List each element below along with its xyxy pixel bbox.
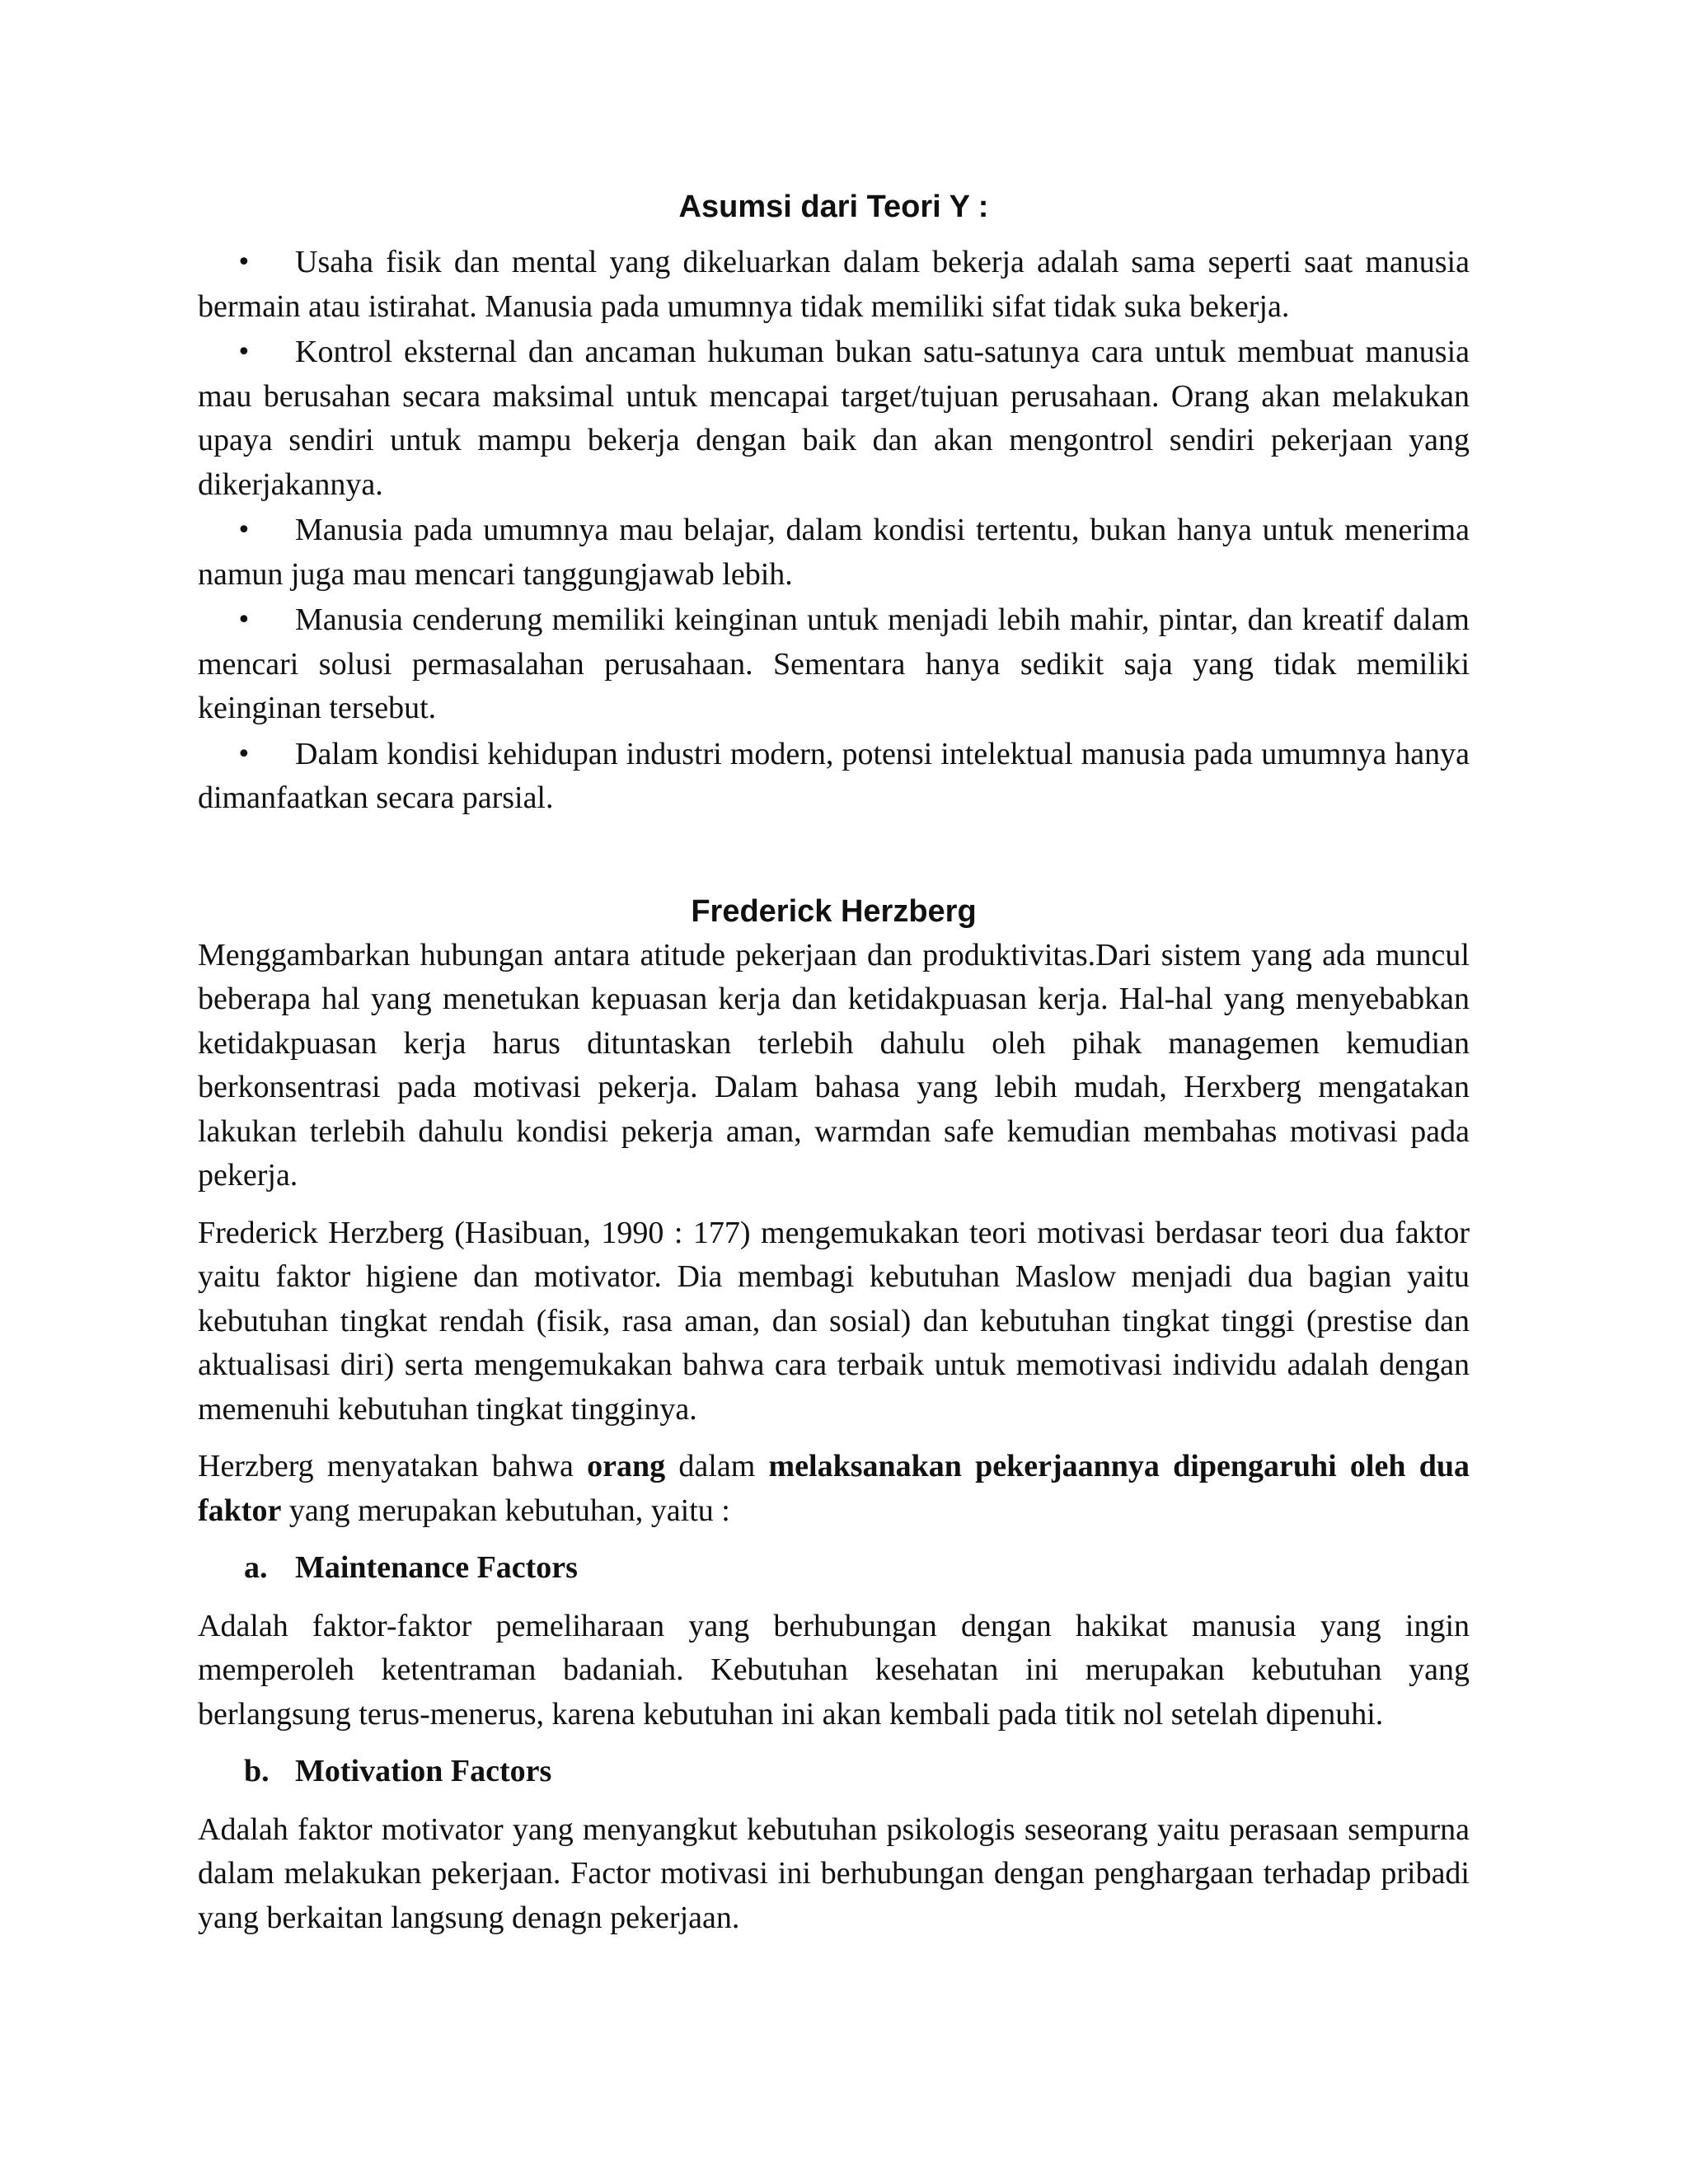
section-title-teori-y: Asumsi dari Teori Y : <box>678 190 989 224</box>
paragraph-text: Herzberg menyatakan bahwa <box>198 1449 588 1483</box>
list-item-text: Manusia cenderung memiliki keinginan untuk menjadi lebih mahir, pintar, dan kreatif dalam mencari solusi permasalahan perusahaan. Sementara hanya sedikit saja yang tidak memiliki keinginan tersebut. <box>198 602 1470 725</box>
bold-text: orang <box>587 1449 666 1483</box>
bold-text: melaksanakan pekerjaannya dipengaruhi oleh dua faktor <box>198 1449 1470 1528</box>
list-letter: b. <box>244 1754 270 1788</box>
list-item <box>198 241 1470 329</box>
list-item-text: Kontrol eksternal dan ancaman hukuman bukan satu-satunya cara untuk membuat manusia mau berusahan secara maksimal untuk mencapai target/tujuan perusahaan. Orang akan melakukan upaya sendiri untuk mampu bekerja dengan baik dan akan mengontrol sendiri pekerjaan yang dikerjakannya. <box>198 335 1470 502</box>
subheading-text: Maintenance Factors <box>295 1550 578 1585</box>
list-item <box>198 509 1470 597</box>
herzberg-paragraph-1: Menggambarkan hubungan antara atitude pekerjaan dan produktivitas.Dari sistem yang ada muncul beberapa hal yang menetukan kepuasan kerja dan ketidakpuasan kerja. Hal-hal yang menyebabkan ketidakpuasan kerja harus dituntaskan terlebih dahulu oleh pihak managemen kemudian berkonsentrasi pada motivasi pekerja. Dalam bahasa yang lebih mudah, Herxberg mengatakan lakukan terlebih dahulu kondisi pekerja aman, warmdan safe kemudian membahas motivasi pada pekerja. <box>198 937 1470 1193</box>
bullet-icon: • <box>237 516 251 545</box>
teori-y-bullet-list <box>198 241 1470 821</box>
document-page <box>198 185 1470 1953</box>
subheading-text: Motivation Factors <box>295 1754 552 1788</box>
list-item <box>198 733 1470 821</box>
herzberg-paragraph-2: Frederick Herzberg (Hasibuan, 1990 : 177) mengemukakan teori motivasi berdasar teori dua faktor yaitu faktor higiene dan motivator. Dia membagi kebutuhan Maslow menjadi dua bagian yaitu kebutuhan tingkat rendah (fisik, rasa aman, dan sosial) dan kebutuhan tingkat tinggi (prestise dan aktualisasi diri) serta mengemukakan bahwa cara terbaik untuk memotivasi individu adalah dengan memenuhi kebutuhan tingkat tingginya. <box>198 1215 1470 1427</box>
bullet-icon: • <box>237 338 251 367</box>
list-letter: a. <box>244 1550 268 1585</box>
maintenance-factors-text: Adalah faktor-faktor pemeliharaan yang berhubungan dengan hakikat manusia yang ingin memperoleh ketentraman badaniah. Kebutuhan kesehatan ini merupakan kebutuhan yang berlangsung terus-menerus, karena kebutuhan ini akan kembali pada titik nol setelah dipenuhi. <box>198 1608 1470 1732</box>
herzberg-paragraph-3 <box>198 1445 1470 1533</box>
list-item-text: Dalam kondisi kehidupan industri modern, potensi intelektual manusia pada umumnya hanya dimanfaatkan secara parsial. <box>198 736 1470 815</box>
list-item-text: Manusia pada umumnya mau belajar, dalam kondisi tertentu, bukan hanya untuk menerima namun juga mau mencari tanggungjawab lebih. <box>198 513 1470 592</box>
maintenance-factors-heading <box>198 1546 1470 1591</box>
paragraph-text: yang merupakan kebutuhan, yaitu : <box>281 1493 730 1528</box>
list-item-text: Usaha fisik dan mental yang dikeluarkan dalam bekerja adalah sama seperti saat manusia bermain atau istirahat. Manusia pada umumnya tidak memiliki sifat tidak suka bekerja. <box>198 245 1470 324</box>
list-item <box>198 598 1470 731</box>
section-title-herzberg: Frederick Herzberg <box>691 893 977 929</box>
list-item <box>198 330 1470 507</box>
motivation-factors-text: Adalah faktor motivator yang menyangkut kebutuhan psikologis seseorang yaitu perasaan sempurna dalam melakukan pekerjaan. Factor motivasi ini berhubungan dengan penghargaan terhadap pribadi yang berkaitan langsung denagn pekerjaan. <box>198 1811 1470 1935</box>
paragraph-text: dalam <box>665 1449 769 1483</box>
bullet-icon: • <box>237 739 251 769</box>
bullet-icon: • <box>237 248 251 277</box>
bullet-icon: • <box>237 606 251 635</box>
motivation-factors-heading <box>198 1750 1470 1794</box>
